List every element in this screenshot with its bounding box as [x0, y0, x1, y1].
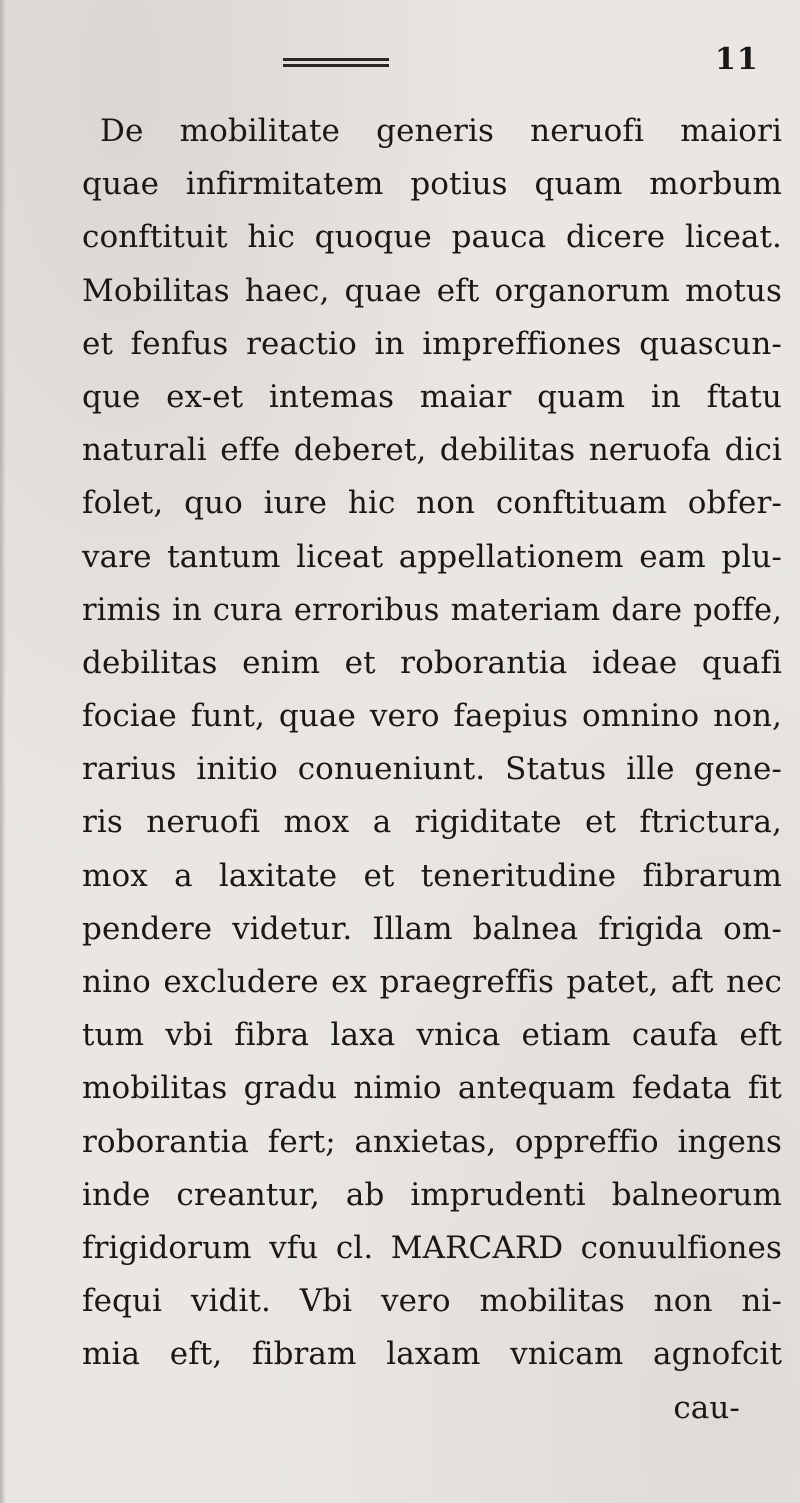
- text-line: nino excludere ex praegreffis patet, aft nec: [82, 964, 782, 1000]
- text-line: et fenfus reactio in impreffiones quascun-: [82, 325, 782, 362]
- text-line: fequi vidit. Vbi vero mobilitas non ni-: [82, 1283, 782, 1320]
- text-line: rimis in cura erroribus materiam dare poffe,: [82, 592, 782, 628]
- text-line: quae infirmitatem potius quam morbum: [82, 166, 782, 203]
- text-line: conftituit hic quoque pauca dicere liceat.: [82, 219, 782, 256]
- text-line: mia eft, fibram laxam vnicam agnofcit: [82, 1336, 782, 1373]
- text-line: Mobilitas haec, quae eft organorum motus: [82, 272, 782, 309]
- text-line: De mobilitate generis neruofi maiori: [100, 113, 782, 149]
- text-line: frigidorum vfu cl. MARCARD conuulfiones: [82, 1229, 782, 1266]
- text-line: mox a laxitate et teneritudine fibrarum: [82, 857, 782, 894]
- text-line: tum vbi fibra laxa vnica etiam caufa eft: [82, 1017, 782, 1054]
- body-text: [82, 105, 782, 1435]
- text-line: rarius initio conueniunt. Status ille gene-: [82, 751, 782, 788]
- text-line: debilitas enim et roborantia ideae quafi: [82, 644, 782, 681]
- text-line: pendere videtur. Illam balnea frigida om-: [82, 910, 782, 947]
- text-line: que ex-et intemas maiar quam in ftatu: [82, 378, 782, 415]
- text-line: inde creantur, ab imprudenti balneorum: [82, 1176, 782, 1213]
- text-line: ris neruofi mox a rigiditate et ftrictura,: [82, 804, 782, 841]
- catchword: cau-: [673, 1389, 740, 1426]
- text-line: naturali effe deberet, debilitas neruofa dici: [82, 432, 782, 469]
- text-line: folet, quo iure hic non conftituam obfer-: [82, 485, 782, 522]
- text-line: fociae funt, quae vero faepius omnino non,: [82, 698, 782, 735]
- text-line: mobilitas gradu nimio antequam fedata fit: [82, 1070, 782, 1107]
- page-number: 11: [715, 42, 759, 77]
- text-line: vare tantum liceat appellationem eam plu-: [82, 538, 782, 575]
- text-line: roborantia fert; anxietas, oppreffio ingens: [82, 1123, 782, 1160]
- header-ornament-rule: [283, 58, 389, 70]
- page-binding-edge: [0, 0, 6, 1503]
